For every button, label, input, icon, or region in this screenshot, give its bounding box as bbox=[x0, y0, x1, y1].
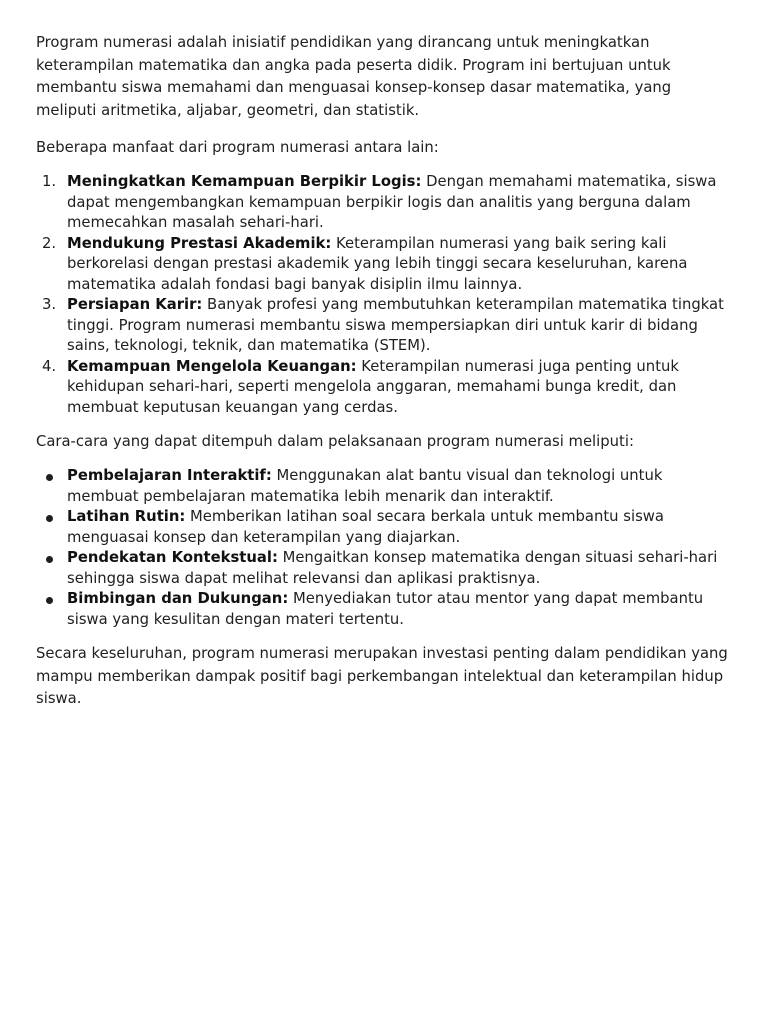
method-title: Bimbingan dan Dukungan: bbox=[67, 590, 289, 607]
method-text: Memberikan latihan soal secara berkala untuk membantu siswa menguasai konsep dan keterampilan yang diajarkan. bbox=[67, 508, 664, 546]
list-item-benefit-2 bbox=[36, 234, 736, 296]
benefit-title: Mendukung Prestasi Akademik: bbox=[67, 234, 332, 252]
methods-heading: Cara-cara yang dapat ditempuh dalam pelaksanaan program numerasi meliputi: bbox=[36, 433, 634, 450]
bullet-icon bbox=[46, 597, 53, 604]
bullet-icon bbox=[46, 556, 53, 563]
list-item-method-2 bbox=[36, 507, 736, 548]
method-text: Menggunakan alat bantu visual dan teknologi untuk membuat pembelajaran matematika lebih menarik dan interaktif. bbox=[67, 467, 663, 505]
benefit-text: Keterampilan numerasi yang baik sering kali berkorelasi dengan prestasi akademik yang lebih tinggi secara keseluruhan, karena matematika adalah fondasi bagi banyak disiplin ilmu lainnya. bbox=[67, 234, 688, 293]
list-item-method-1 bbox=[36, 466, 736, 507]
list-item-method-3 bbox=[36, 548, 736, 589]
list-number: 1. bbox=[42, 173, 57, 190]
method-text: Mengaitkan konsep matematika dengan situasi sehari-hari sehingga siswa dapat melihat relevansi dan aplikasi praktisnya. bbox=[67, 549, 718, 587]
benefit-title: Persiapan Karir: bbox=[67, 296, 203, 313]
benefits-heading: Beberapa manfaat dari program numerasi antara lain: bbox=[36, 139, 439, 156]
method-title: Pembelajaran Interaktif: bbox=[67, 467, 272, 484]
bullet-icon bbox=[46, 474, 53, 481]
list-number: 3. bbox=[42, 296, 57, 313]
list-item-benefit-4 bbox=[36, 357, 736, 419]
method-text: Menyediakan tutor atau mentor yang dapat membantu siswa yang kesulitan dengan materi tertentu. bbox=[67, 590, 704, 628]
benefit-text: Banyak profesi yang membutuhkan keterampilan matematika tingkat tinggi. Program numerasi membantu siswa mempersiapkan diri untuk karir di bidang sains, teknologi, teknik, dan matematika (STEM). bbox=[67, 296, 724, 354]
list-item-benefit-1 bbox=[36, 172, 736, 234]
benefit-title: Meningkatkan Kemampuan Berpikir Logis: bbox=[67, 173, 422, 190]
benefit-text: Dengan memahami matematika, siswa dapat mengembangkan kemampuan berpikir logis dan analitis yang berguna dalam memecahkan masalah sehari-hari. bbox=[67, 173, 717, 231]
method-title: Pendekatan Kontekstual: bbox=[67, 549, 278, 566]
list-number: 4. bbox=[42, 357, 57, 375]
closing-paragraph: Secara keseluruhan, program numerasi merupakan investasi penting dalam pendidikan yang mampu memberikan dampak positif bagi perkembangan intelektual dan keterampilan hidup siswa. bbox=[36, 645, 728, 707]
benefit-title: Kemampuan Mengelola Keuangan: bbox=[67, 357, 357, 375]
bullet-icon bbox=[46, 515, 53, 522]
method-title: Latihan Rutin: bbox=[67, 508, 186, 525]
list-item-benefit-3 bbox=[36, 295, 736, 357]
list-item-method-4 bbox=[36, 589, 736, 630]
methods-list bbox=[36, 466, 736, 630]
benefit-text: Keterampilan numerasi juga penting untuk kehidupan sehari-hari, seperti mengelola anggaran, memahami bunga kredit, dan membuat keputusan keuangan yang cerdas. bbox=[67, 357, 679, 416]
document-body bbox=[36, 32, 736, 725]
intro-paragraph: Program numerasi adalah inisiatif pendidikan yang dirancang untuk meningkatkan keterampilan matematika dan angka pada peserta didik. Program ini bertujuan untuk membantu siswa memahami dan menguasai konsep-konsep dasar matematika, yang meliputi aritmetika, aljabar, geometri, dan statistik. bbox=[36, 34, 672, 119]
list-number: 2. bbox=[42, 234, 57, 252]
benefits-list bbox=[36, 172, 736, 418]
